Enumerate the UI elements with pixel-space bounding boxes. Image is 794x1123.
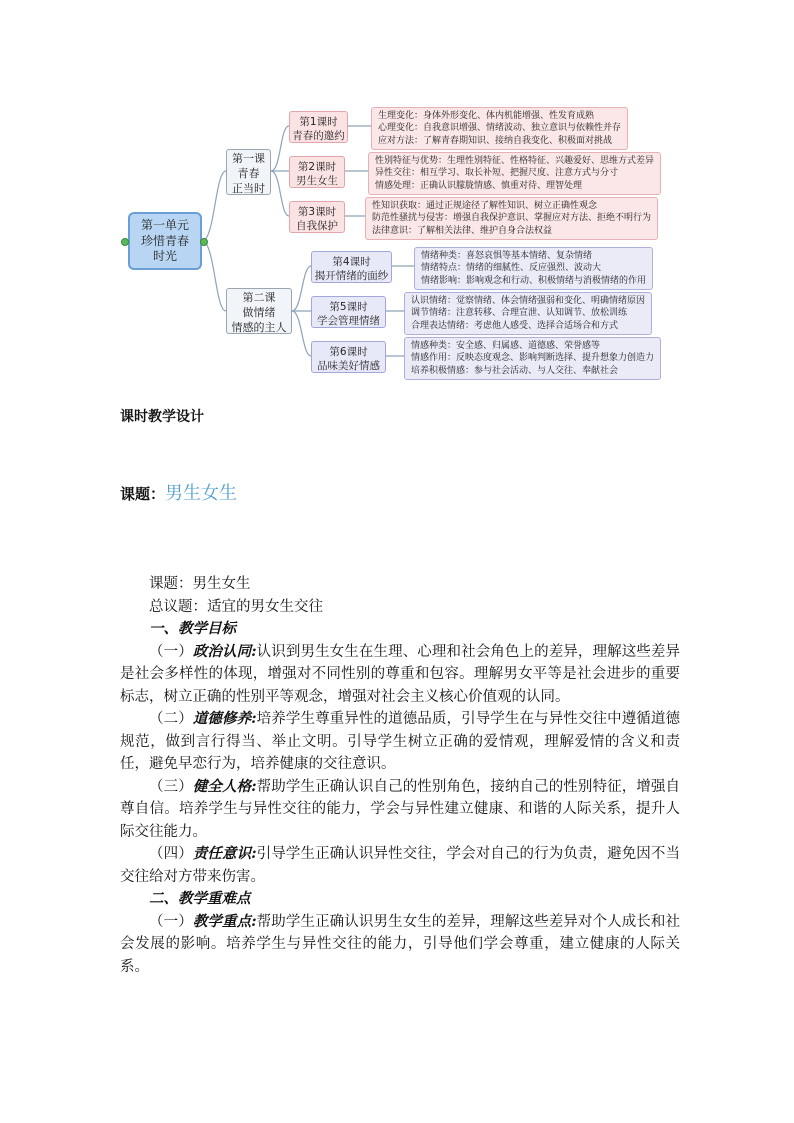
- detail-line: 合理表达情绪：考虑他人感受、选择合适场合和方式: [411, 320, 619, 331]
- detail-box-3: [365, 197, 658, 240]
- lesson-node-1[interactable]: [226, 149, 271, 195]
- period-line: 第6课时: [329, 346, 368, 358]
- detail-box-6: [404, 337, 661, 380]
- lesson-plan-body: [120, 573, 680, 978]
- root-node[interactable]: [128, 212, 202, 270]
- root-line: 时光: [152, 249, 177, 264]
- goal-paragraph: [120, 708, 680, 776]
- connector-lesson1-p3: [271, 171, 289, 216]
- key-point-paragraph: [120, 911, 680, 979]
- connector-root-lesson2: [202, 241, 226, 311]
- period-line: 揭开情绪的面纱: [314, 270, 389, 283]
- key-point-text: 帮助学生正确认识男生女生的差异，理解这些差异对个人成长和社会发展的影响。培养学生与异性交往的能力，引导他们学会尊重，建立健康的人际关系。: [120, 913, 681, 975]
- detail-line: 情绪种类：喜怒哀惧等基本情绪、复杂情绪: [421, 251, 593, 261]
- key-point-number: （一）: [149, 913, 193, 930]
- detail-line: 情感种类：安全感、归属感、道德感、荣誉感等: [411, 341, 601, 351]
- detail-line: 心理变化：自我意识增强、情绪波动、独立意识与依赖性并存: [378, 123, 622, 134]
- period-node-4[interactable]: [311, 251, 392, 283]
- lesson-line: 做情绪: [242, 305, 276, 319]
- period-line: 品味美好情感: [317, 360, 380, 373]
- collapse-handle-left[interactable]: [121, 238, 129, 246]
- period-line: 第1课时: [299, 116, 338, 128]
- lesson-line: 第一课: [232, 152, 265, 165]
- period-node-3[interactable]: [289, 201, 345, 233]
- detail-line: 认识情绪：觉察情绪、体会情绪强弱和变化、明确情绪原因: [411, 296, 646, 306]
- lesson-title: [120, 479, 237, 505]
- detail-line: 生理变化：身体外形变化、体内机能增强、性发育成熟: [378, 111, 595, 121]
- detail-line: 情感作用：反映态度观念、影响判断选择、提升想象力创造力: [411, 353, 655, 364]
- mind-map: [0, 0, 794, 400]
- goal-number: （三）: [149, 778, 193, 795]
- lesson-title-value: 男生女生: [165, 483, 238, 504]
- period-line: 第2课时: [297, 161, 337, 173]
- root-line: 珍惜青春: [140, 233, 189, 248]
- overall-topic-line: 总议题：适宜的男女生交往: [149, 598, 323, 615]
- detail-line: 应对方法：了解青春期知识、接纳自我变化、积极面对挑战: [378, 135, 613, 146]
- goal-paragraph: [120, 776, 680, 844]
- goal-label: 责任意识:: [192, 845, 257, 862]
- detail-line: 性别特征与优势：生理性别特征、性格特征、兴趣爱好、思维方式差异: [375, 156, 655, 166]
- detail-line: 情感处理：正确认识朦胧情感、慎重对待、理智处理: [375, 180, 583, 191]
- goal-paragraph: [120, 843, 680, 888]
- period-line: 学会管理情绪: [317, 315, 380, 328]
- goal-text: 引导学生正确认识异性交往，学会对自己的行为负责，避免因不当交往给对方带来伤害。: [120, 846, 681, 885]
- heading-key-points: 二、教学重难点: [149, 890, 251, 907]
- period-line: 第4课时: [332, 256, 371, 268]
- collapse-handle-right[interactable]: [200, 238, 208, 246]
- period-node-6[interactable]: [311, 341, 386, 373]
- detail-box-5: [404, 292, 652, 335]
- detail-line: 情绪影响：影响观念和行动、积极情绪与消极情绪的作用: [421, 275, 647, 286]
- goal-text: 帮助学生正确认识自己的性别角色，接纳自己的性别特征，增强自尊自信。培养学生与异性交往的能力，学会与异性建立健康、和谐的人际关系，提升人际交往能力。: [120, 778, 681, 840]
- period-line: 第5课时: [329, 301, 368, 313]
- lesson-line: 青春: [237, 166, 260, 180]
- goal-number: （二）: [149, 711, 193, 727]
- detail-box-2: [368, 152, 661, 195]
- goal-text: 培养学生尊重异性的道德品质，引导学生在与异性交往中遵循道德规范，做到言行得当、举止文明。引导学生树立正确的爱情观，理解爱情的含义和责任，避免早恋行为，培养健康的交往意识。: [120, 711, 681, 772]
- connector-lesson1-p1: [271, 126, 289, 171]
- connector-lesson2-p6: [292, 311, 311, 356]
- detail-line: 法律意识：了解相关法律、维护自身合法权益: [372, 225, 553, 236]
- goal-label: 健全人格:: [192, 777, 257, 795]
- lesson-title-label: 课题：: [120, 485, 166, 503]
- goal-label: 道德修养:: [192, 710, 257, 727]
- detail-line: 培养积极情感：参与社会活动、与人交往、奉献社会: [411, 365, 619, 376]
- period-line: 青春的邀约: [292, 130, 345, 143]
- detail-line: 情绪特点：情绪的细腻性、反应强烈、波动大: [421, 263, 602, 274]
- detail-line: 性知识获取：通过正规途径了解性知识、树立正确性观念: [372, 201, 598, 211]
- lesson-line: 第二课: [242, 291, 276, 304]
- period-node-2[interactable]: [289, 156, 345, 188]
- goal-number: （四）: [149, 846, 193, 862]
- topic-line: 课题：男生女生: [149, 576, 251, 592]
- detail-line: 调节情绪：注意转移、合理宣泄、认知调节、放松训练: [411, 308, 628, 319]
- key-point-label: 教学重点:: [192, 912, 257, 930]
- connector-lesson2-p4: [292, 266, 311, 311]
- connector-root-lesson1: [202, 171, 226, 241]
- period-node-5[interactable]: [311, 296, 386, 328]
- section-heading: 课时教学设计: [120, 409, 204, 425]
- lesson-line: 正当时: [232, 181, 265, 195]
- lesson-line: 情感的主人: [231, 320, 287, 334]
- detail-box-1: [371, 107, 628, 150]
- root-line: 第一单元: [140, 218, 189, 232]
- period-line: 第3课时: [297, 206, 337, 218]
- detail-box-4: [414, 247, 653, 290]
- goal-label: 政治认同:: [192, 642, 257, 660]
- period-line: 自我保护: [296, 220, 338, 233]
- period-node-1[interactable]: [289, 111, 348, 143]
- lesson-node-2[interactable]: [226, 288, 292, 334]
- detail-line: 异性交往：相互学习、取长补短、把握尺度、注意方式与分寸: [375, 168, 619, 179]
- detail-line: 防范性骚扰与侵害：增强自我保护意识、掌握应对方法、拒绝不明行为: [372, 213, 652, 224]
- period-line: 男生女生: [296, 175, 338, 188]
- heading-goals: 一、教学目标: [149, 620, 236, 637]
- goal-paragraph: [120, 641, 680, 709]
- goal-number: （一）: [149, 643, 193, 660]
- goal-text: 认识到男生女生在生理、心理和社会角色上的差异，理解这些差异是社会多样性的体现，增强对不同性别的尊重和包容。理解男女平等是社会进步的重要标志，树立正确的性别平等观念，增强对社会主义核心价值观的认同。: [120, 643, 681, 705]
